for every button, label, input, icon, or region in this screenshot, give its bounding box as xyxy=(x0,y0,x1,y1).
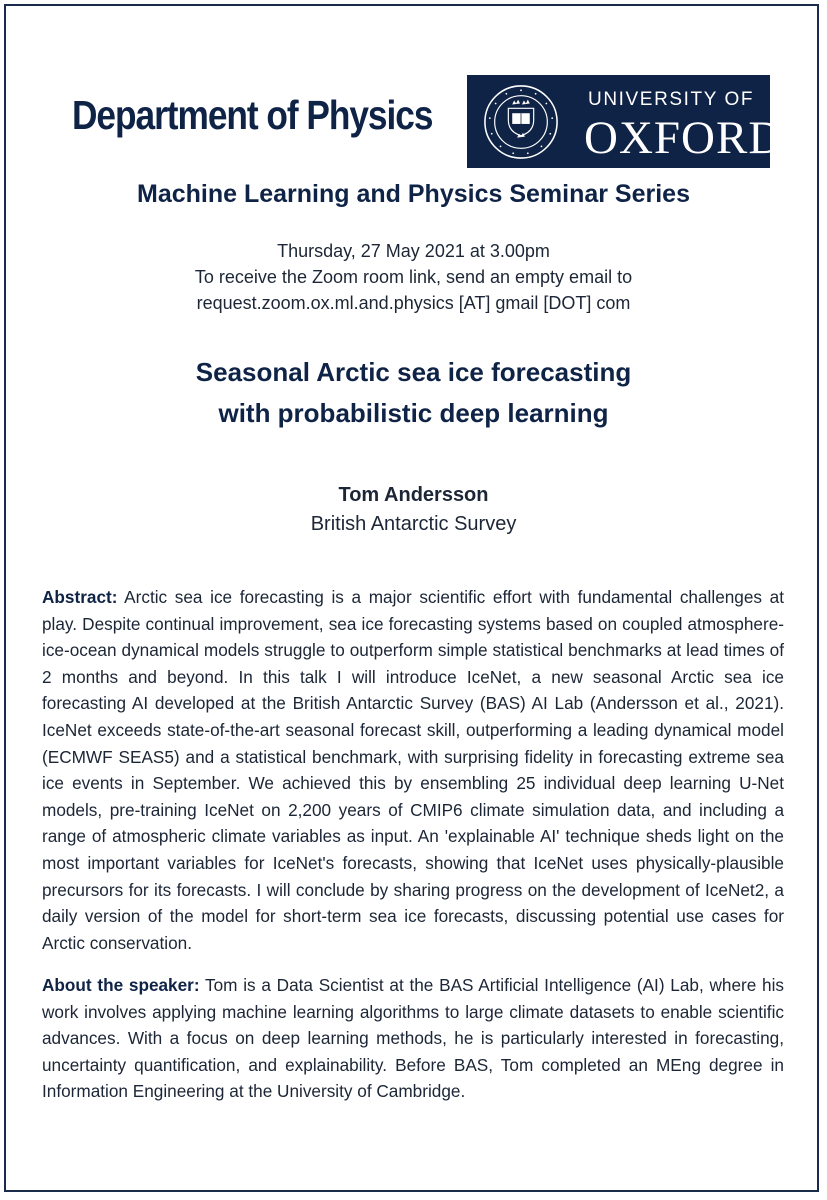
zoom-instructions: To receive the Zoom room link, send an empty email to xyxy=(194,267,633,287)
department-title: Department of Physics xyxy=(72,92,433,138)
zoom-email: request.zoom.ox.ml.and.physics [AT] gmail [DOT] com xyxy=(196,293,631,313)
event-info xyxy=(0,238,827,316)
oxford-seal-icon xyxy=(482,83,560,161)
event-date: Thursday, 27 May 2021 at 3.00pm xyxy=(277,241,550,261)
talk-title-line-2: with probabilistic deep learning xyxy=(218,398,609,428)
talk-title-line-1: Seasonal Arctic sea ice forecasting xyxy=(195,357,632,387)
speaker-name: Tom Andersson xyxy=(338,484,489,506)
speaker-block xyxy=(0,481,827,539)
about-speaker-text: Tom is a Data Scientist at the BAS Artificial Intelligence (AI) Lab, where his work involves applying machine learning algorithms to large climate datasets to enable scientific advances. With a focus on deep learning methods, he is particularly interested in forecasting, uncertainty quantification, and explainability. Before BAS, Tom completed an MEng degree in Information Engineering at the University of Cambridge. xyxy=(42,975,784,1102)
about-speaker-paragraph xyxy=(42,972,784,1105)
logo-university-of: UNIVERSITY OF xyxy=(588,89,755,110)
speaker-affiliation: British Antarctic Survey xyxy=(310,513,517,535)
abstract-label: Abstract: xyxy=(42,587,118,607)
seminar-series-title: Machine Learning and Physics Seminar Series xyxy=(137,180,690,208)
talk-title xyxy=(0,352,827,434)
abstract-paragraph xyxy=(42,584,784,956)
about-speaker-label: About the speaker: xyxy=(42,975,200,995)
abstract-text: Arctic sea ice forecasting is a major scientific effort with fundamental challenges at play. Despite continual improvement, sea ice forecasting systems based on coupled atmosphere-ice-ocean dynamical models struggle to outperform simple statistical benchmarks at lead times of 2 months and beyond. In this talk I will introduce IceNet, a new seasonal Arctic sea ice forecasting AI developed at the British Antarctic Survey (BAS) AI Lab (Andersson et al., 2021). IceNet exceeds state-of-the-art seasonal forecast skill, outperforming a leading dynamical model (ECMWF SEAS5) and a statistical benchmark, with surprising fidelity in forecasting extreme sea ice events in September. We achieved this by ensembling 25 individual deep learning U-Net models, pre-training IceNet on 2,200 years of CMIP6 climate simulation data, and including a range of atmospheric climate variables as input. An 'explainable AI' technique sheds light on the most important variables for IceNet's forecasts, showing that IceNet uses physically-plausible precursors for its forecasts. I will conclude by sharing progress on the development of IceNet2, a daily version of the model for short-term sea ice forecasts, discussing potential use cases for Arctic conservation. xyxy=(42,587,784,953)
oxford-logo xyxy=(467,75,784,168)
logo-oxford: OXFORD xyxy=(584,112,784,164)
